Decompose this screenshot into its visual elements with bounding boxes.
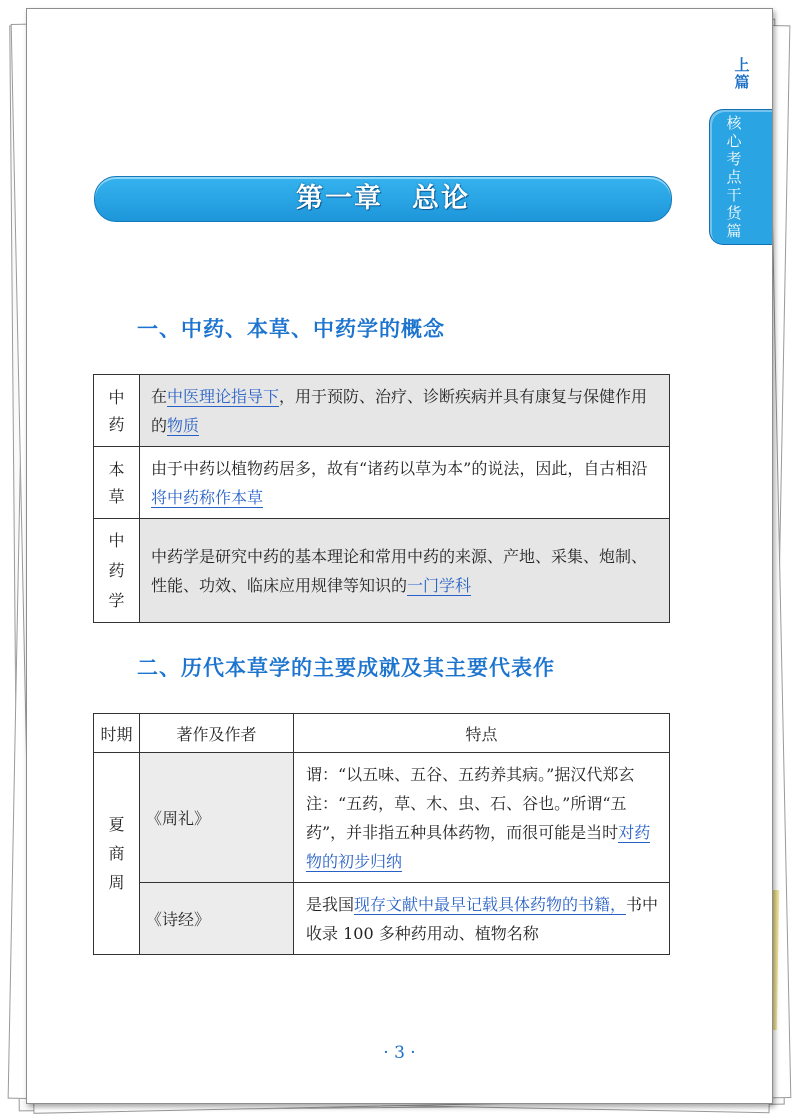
underlined-key-phrase: 中医理论指导下 — [167, 386, 280, 406]
definition-text: 在 — [151, 386, 168, 406]
chapter-title-banner — [94, 176, 672, 222]
feature-text: 谓：“以五味、五谷、五药养其病。”据汉代郑玄注：“五药，草、木、虫、石、谷也。”所谓“五药”，并非指五种具体药物，而很可能是当时 — [306, 764, 635, 842]
feature-text: 是我国 — [306, 894, 355, 914]
table-row — [94, 519, 670, 623]
table-row — [94, 753, 670, 883]
underlined-key-phrase: 物质 — [167, 415, 200, 435]
header-works: 著作及作者 — [140, 714, 294, 753]
header-era: 时期 — [94, 714, 140, 753]
definition-cell — [140, 375, 670, 447]
definition-cell — [140, 447, 670, 519]
term-label: 中药 — [108, 387, 125, 434]
table-header-row — [94, 714, 670, 753]
header-features: 特点 — [294, 714, 670, 753]
definition-cell — [140, 519, 670, 623]
term-cell — [94, 375, 140, 447]
underlined-key-phrase: 现存文献中最早记载具体药物的书籍， — [354, 894, 627, 914]
definition-text: ，用于预防、治疗、诊断疾病并具有康复与保健作用的 — [151, 386, 648, 435]
table-row — [94, 883, 670, 955]
definition-text: 中药学是研究中药的基本理论和常用中药的来源、产地、采集、炮制、性能、功效、临床应用规律等知识的 — [151, 546, 648, 595]
document-page — [26, 8, 773, 1104]
page-number: · 3 · — [383, 1043, 416, 1063]
table-row — [94, 375, 670, 447]
term-cell — [94, 519, 140, 623]
volume-label: 上篇 — [734, 56, 750, 91]
term-label: 中药学 — [108, 530, 125, 610]
history-table — [93, 713, 670, 955]
work-cell: 《诗经》 — [140, 883, 294, 955]
underlined-key-phrase: 对药物的初步归纳 — [306, 822, 651, 871]
concepts-table — [93, 374, 670, 623]
section2-heading: 二、历代本草学的主要成就及其主要代表作 — [137, 655, 555, 680]
feature-cell — [294, 753, 670, 883]
term-cell — [94, 447, 140, 519]
section-side-tab-label: 核心考点干货篇 — [726, 114, 742, 240]
chapter-title: 第一章 总论 — [296, 183, 470, 214]
definition-text: 由于中药以植物药居多，故有“诸药以草为本”的说法，因此，自古相沿 — [151, 458, 648, 478]
table-row — [94, 447, 670, 519]
underlined-key-phrase: 将中药称作本草 — [151, 487, 264, 507]
section-side-tab — [709, 109, 772, 245]
section1-heading: 一、中药、本草、中药学的概念 — [137, 316, 445, 341]
term-label: 本草 — [108, 459, 125, 506]
underlined-key-phrase: 一门学科 — [407, 575, 472, 595]
era-label: 夏商周 — [108, 815, 125, 892]
feature-cell — [294, 883, 670, 955]
feature-text: 书中收录 100 多种药用动、植物名称 — [306, 894, 659, 943]
work-cell: 《周礼》 — [140, 753, 294, 883]
era-cell — [94, 753, 140, 955]
